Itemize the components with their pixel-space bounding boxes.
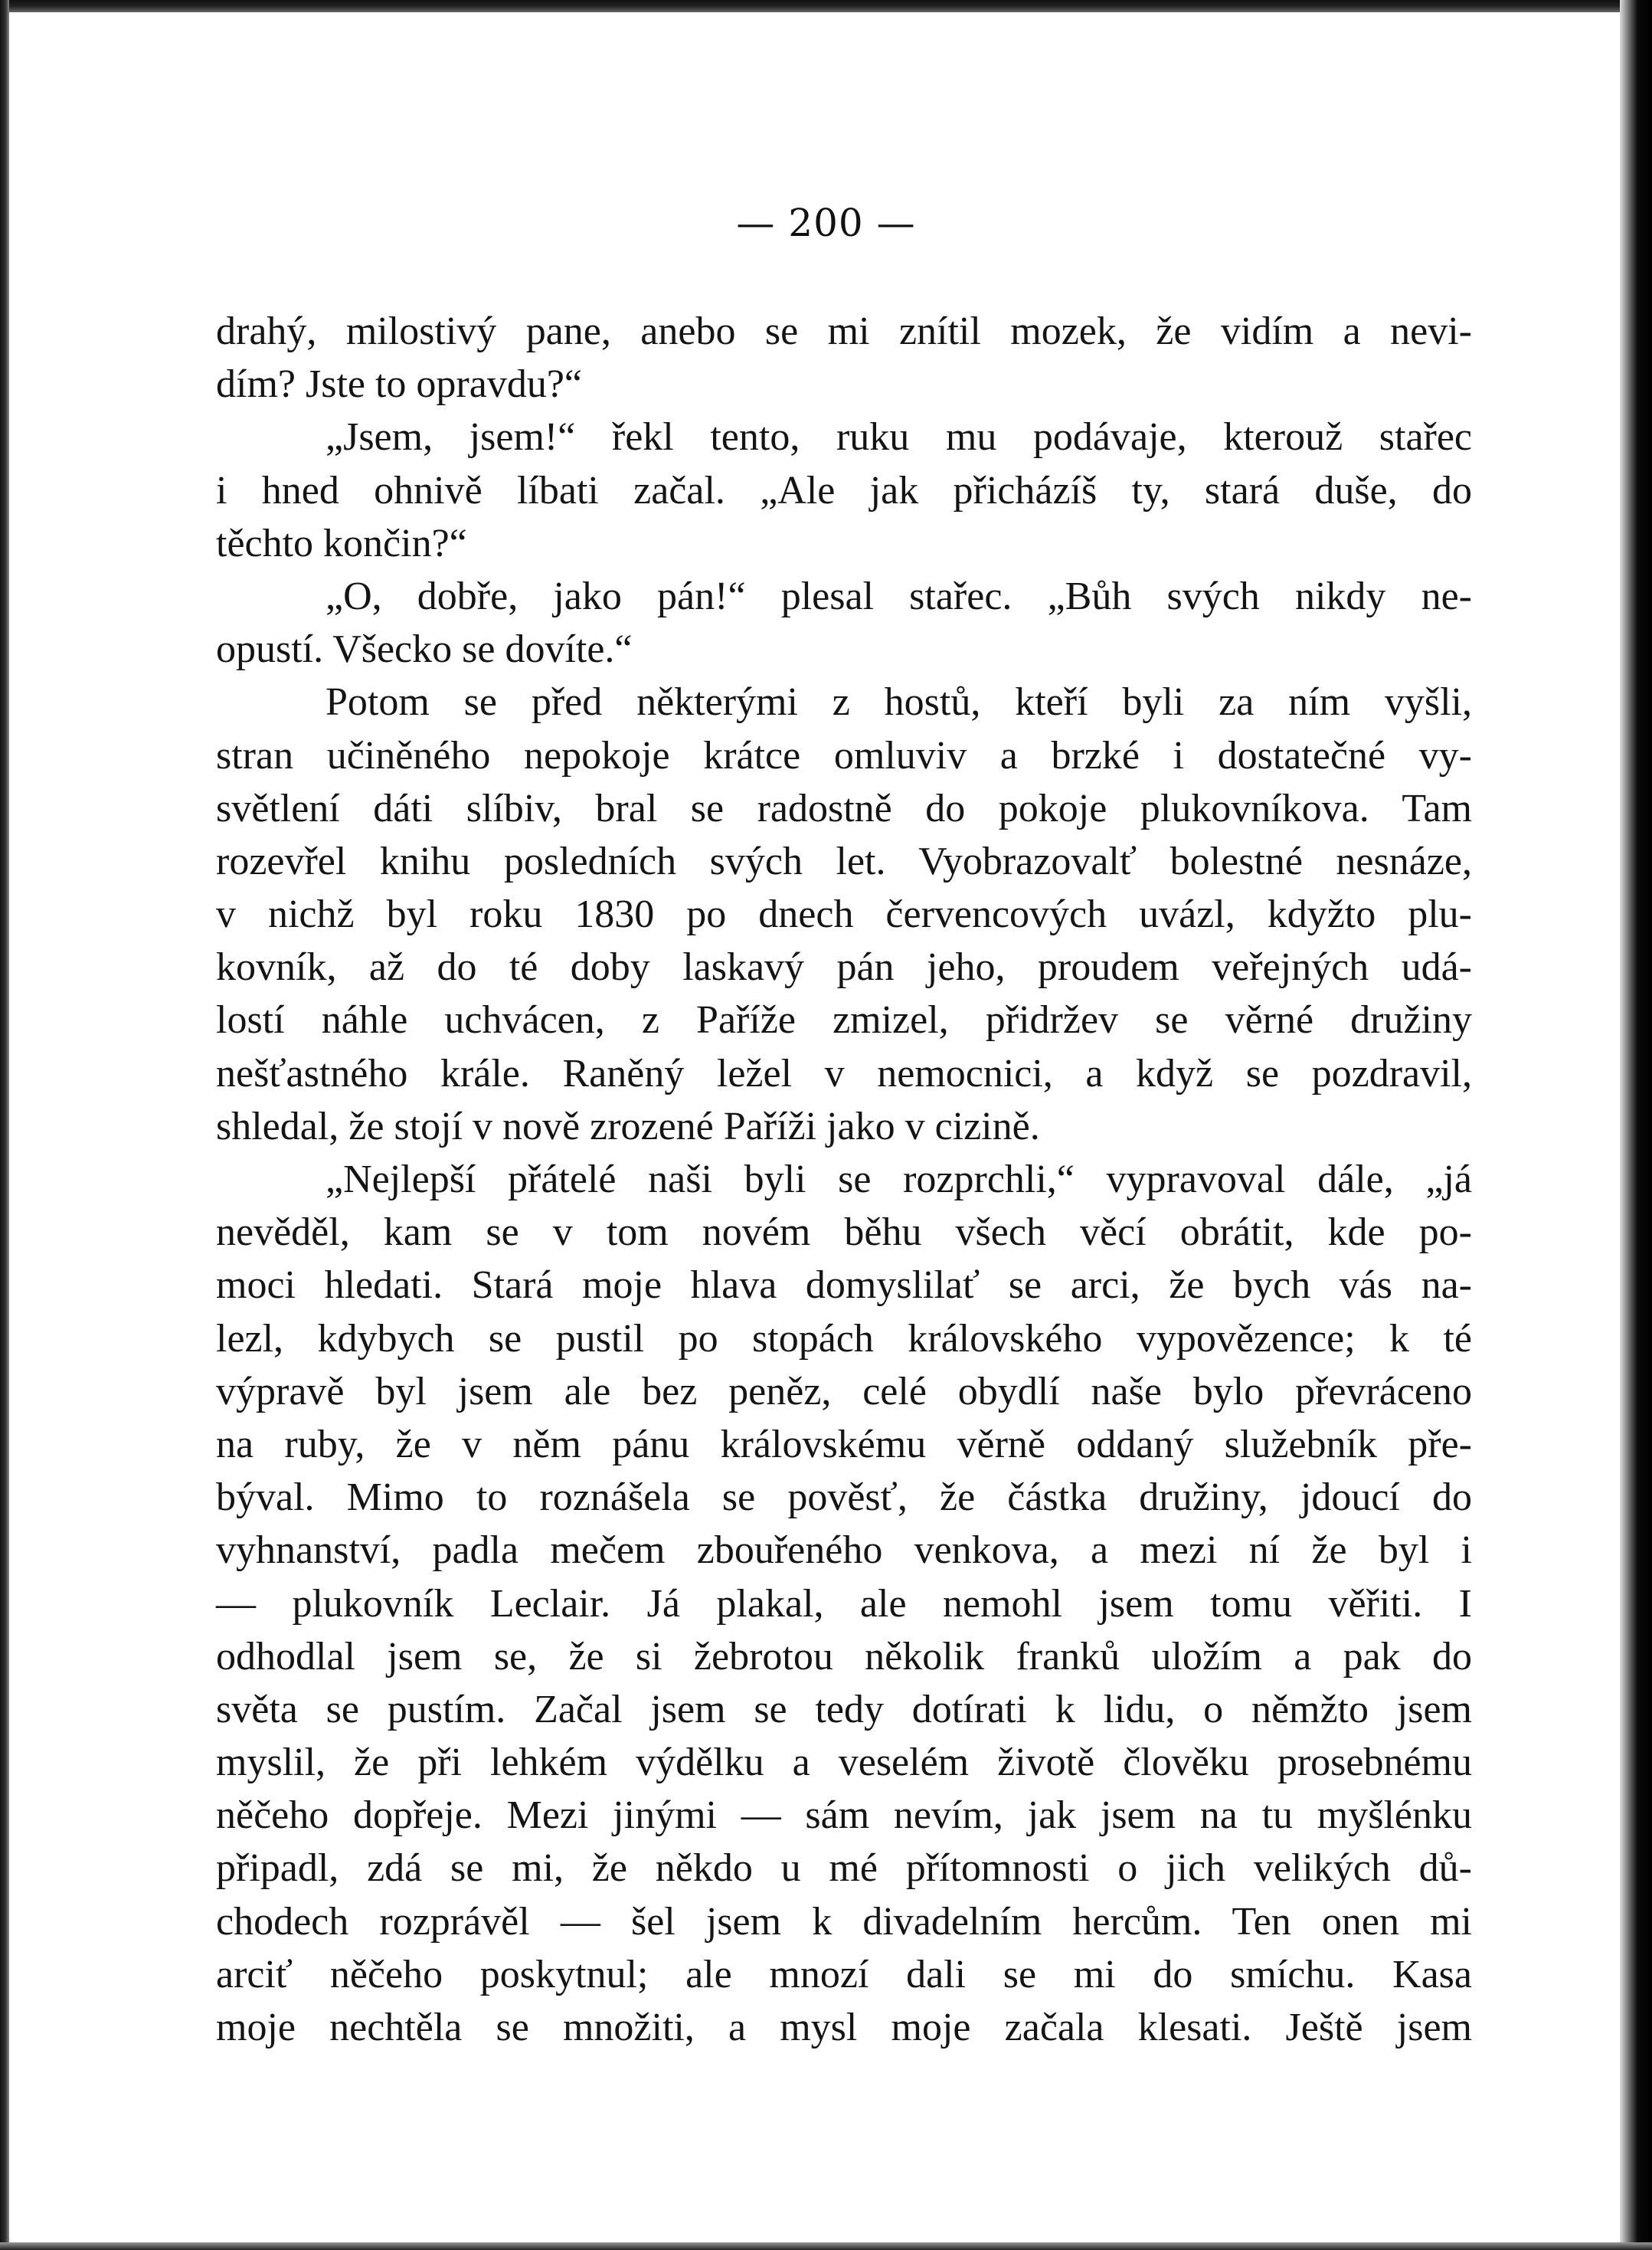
text-line: — plukovník Leclair. Já plakal, ale nemohl jsem tomu věřiti. I	[216, 1581, 1472, 1626]
text-line: drahý, milostivý pane, anebo se mi znítil mozek, že vidím a nevi-	[216, 309, 1472, 353]
text-line: i hned ohnivě líbati začal. „Ale jak přicházíš ty, stará duše, do	[216, 468, 1472, 513]
text-line: „Nejlepší přátelé naši byli se rozprchli,“ vypravoval dále, „já	[325, 1158, 1472, 1201]
text-line: shledal, že stojí v nově zrozené Paříži jako v cizině.	[216, 1104, 1040, 1148]
text-line: moje nechtěla se množiti, a mysl moje začala klesati. Ještě jsem	[216, 2006, 1472, 2049]
text-line: výpravě byl jsem ale bez peněz, celé obydlí naše bylo převráceno	[216, 1369, 1472, 1413]
scan-edge-left	[0, 0, 9, 2250]
text-line: rozevřel knihu posledních svých let. Vyobrazovalť bolestné nesnáze,	[216, 839, 1472, 883]
text-line: „Jsem, jsem!“ řekl tento, ruku mu podávaje, kterouž stařec	[325, 415, 1472, 460]
scan-edge-top	[0, 0, 1652, 12]
text-line: odhodlal jsem se, že si žebrotou několik franků uložím a pak do	[216, 1634, 1472, 1678]
text-line: na ruby, že v něm pánu královskému věrně oddaný služebník pře-	[216, 1422, 1472, 1466]
text-line: býval. Mimo to roznášela se pověsť, že částka družiny, jdoucí do	[216, 1475, 1472, 1520]
text-line: něčeho dopřeje. Mezi jinými — sám nevím, jak jsem na tu myšlénku	[216, 1793, 1472, 1838]
text-line: lostí náhle uchvácen, z Paříže zmizel, přidržev se věrné družiny	[216, 998, 1472, 1043]
text-line: nevěděl, kam se v tom novém běhu všech věcí obrátit, kde po-	[216, 1210, 1472, 1255]
text-line: těchto končin?“	[216, 521, 467, 565]
text-line: chodech rozprávěl — šel jsem k divadelním hercům. Ten onen mi	[216, 1899, 1472, 1944]
text-line: světa se pustím. Začal jsem se tedy dotírati k lidu, o němžto jsem	[216, 1687, 1472, 1731]
text-line: „O, dobře, jako pán!“ plesal stařec. „Bůh svých nikdy ne-	[325, 574, 1472, 618]
text-line: v nichž byl roku 1830 po dnech červencových uvázl, kdyžto plu-	[216, 892, 1472, 937]
text-line: nešťastného krále. Raněný ležel v nemocnici, a když se pozdravil,	[216, 1051, 1472, 1096]
text-line: světlení dáti slíbiv, bral se radostně do pokoje plukovníkova. Tam	[216, 786, 1472, 830]
text-line: vyhnanství, padla mečem zbouřeného venkova, a mezi ní že byl i	[216, 1528, 1472, 1573]
page-number: — 200 —	[736, 201, 916, 245]
text-line: připadl, zdá se mi, že někdo u mé přítomnosti o jich velikých dů-	[216, 1846, 1472, 1891]
scan-edge-right	[1620, 0, 1652, 2250]
text-line: myslil, že při lehkém výdělku a veselém životě člověku prosebnému	[216, 1741, 1472, 1785]
text-line: lezl, kdybych se pustil po stopách královského vypovězence; k té	[216, 1316, 1472, 1361]
scan-edge-bottom	[0, 2242, 1652, 2250]
text-line: arciť něčeho poskytnul; ale mnozí dali se mi do smíchu. Kasa	[216, 1952, 1472, 1996]
text-line: Potom se před některými z hostů, kteří byli za ním vyšli,	[325, 680, 1472, 725]
text-line: stran učiněného nepokoje krátce omluviv a brzké i dostatečné vy-	[216, 733, 1472, 778]
body-text	[216, 305, 1472, 2054]
text-line: dím? Jste to opravdu?“	[216, 362, 582, 407]
text-line: opustí. Všecko se dovíte.“	[216, 627, 633, 672]
text-line: kovník, až do té doby laskavý pán jeho, proudem veřejných udá-	[216, 945, 1472, 990]
text-line: moci hledati. Stará moje hlava domyslilať se arci, že bych vás na-	[216, 1263, 1472, 1308]
